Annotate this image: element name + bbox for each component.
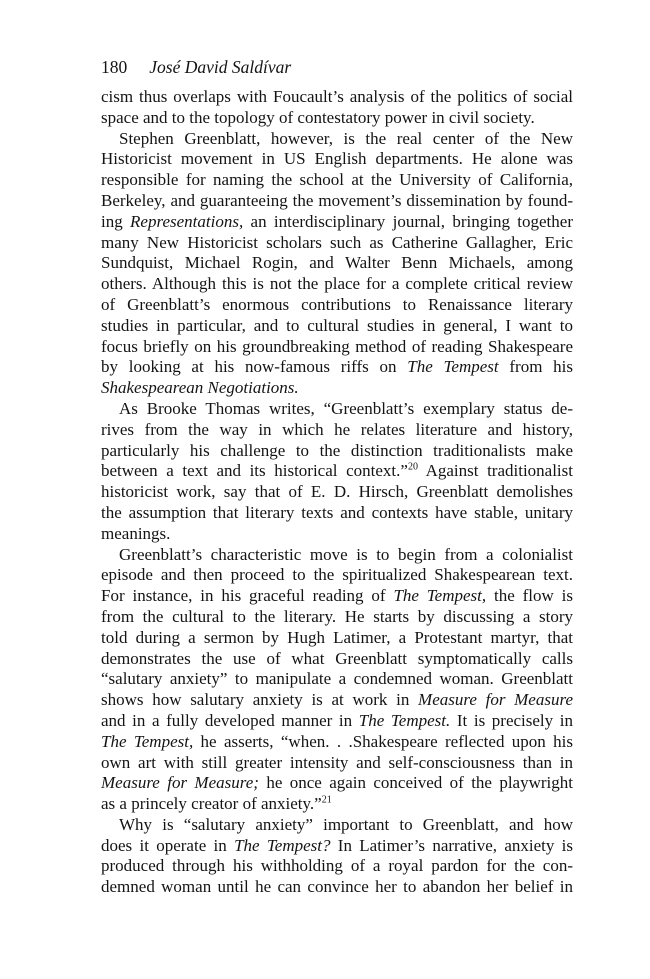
text-segment: shows how salutary anxiety is at work in bbox=[101, 690, 419, 710]
text-segment: between a text and its historical context.” bbox=[101, 461, 408, 481]
text-line bbox=[101, 773, 573, 794]
italic-text: Measure for Measure bbox=[418, 690, 574, 710]
text-segment: from his bbox=[498, 357, 573, 377]
text-line bbox=[101, 565, 573, 586]
running-header-author: José David Saldívar bbox=[149, 57, 292, 77]
text-segment: Historicist movement in US English departments. He alone was bbox=[101, 149, 573, 169]
text-line bbox=[101, 170, 573, 191]
text-line bbox=[101, 316, 573, 337]
italic-text: The Tempest, bbox=[393, 586, 487, 606]
text-segment: It is precisely in bbox=[450, 710, 573, 730]
text-line bbox=[101, 149, 573, 170]
body-text bbox=[101, 87, 573, 898]
text-segment: of Greenblatt’s enormous contributions to Renaissance literary bbox=[101, 294, 573, 314]
text-segment: responsible for naming the school at the University of California, bbox=[101, 170, 573, 190]
text-segment: by looking at his now-famous riffs on bbox=[101, 357, 408, 377]
text-segment: Against traditionalist bbox=[417, 461, 573, 481]
text-segment: In Latimer’s narrative, anxiety is bbox=[330, 835, 573, 855]
text-line bbox=[101, 357, 573, 378]
text-line bbox=[101, 836, 573, 857]
text-line bbox=[101, 545, 573, 566]
footnote-ref: 21 bbox=[321, 794, 332, 806]
text-line bbox=[101, 732, 573, 753]
text-segment: rives from the way in which he relates literature and history, bbox=[101, 419, 573, 439]
text-segment: studies in particular, and to cultural studies in general, I want to bbox=[101, 315, 573, 335]
text-segment: demonstrates the use of what Greenblatt symptomatically calls bbox=[101, 648, 573, 668]
text-line bbox=[101, 607, 573, 628]
text-line bbox=[101, 524, 573, 545]
text-line bbox=[101, 129, 573, 150]
text-segment: Why is “salutary anxiety” important to Greenblatt, and how bbox=[119, 814, 573, 834]
text-line bbox=[101, 669, 573, 690]
text-segment: the assumption that literary texts and contexts have stable, unitary bbox=[101, 502, 573, 522]
italic-text: The Tempest, bbox=[101, 731, 194, 751]
text-segment: cism thus overlaps with Foucault’s analysis of the politics of social bbox=[101, 87, 573, 106]
text-segment: Sundquist, Michael Rogin, and Walter Benn Michaels, among bbox=[101, 253, 573, 273]
text-line bbox=[101, 420, 573, 441]
text-line bbox=[101, 233, 573, 254]
text-line bbox=[101, 399, 573, 420]
text-segment: as a princely creator of anxiety.” bbox=[101, 794, 322, 814]
running-header bbox=[101, 55, 291, 79]
text-segment: the flow is bbox=[486, 586, 573, 606]
page-number: 180 bbox=[101, 57, 128, 77]
italic-text: The Tempest bbox=[407, 357, 499, 377]
text-segment: and in a fully developed manner in bbox=[101, 710, 359, 730]
text-line bbox=[101, 295, 573, 316]
text-line bbox=[101, 482, 573, 503]
text-line bbox=[101, 108, 573, 129]
text-segment: told during a sermon by Hugh Latimer, a Protestant martyr, that bbox=[101, 627, 573, 647]
text-line bbox=[101, 441, 573, 462]
text-line bbox=[101, 815, 573, 836]
text-segment: meanings. bbox=[101, 523, 171, 543]
text-segment: historicist work, say that of E. D. Hirsch, Greenblatt demolishes bbox=[101, 482, 573, 502]
footnote-ref: 20 bbox=[407, 461, 418, 473]
text-segment: space and to the topology of contestatory power in civil society. bbox=[101, 107, 535, 127]
text-segment: For instance, in his graceful reading of bbox=[101, 586, 394, 606]
text-segment: focus briefly on his groundbreaking method of reading Shakespeare bbox=[101, 336, 573, 356]
text-line bbox=[101, 191, 573, 212]
text-line bbox=[101, 87, 573, 108]
text-segment: does it operate in bbox=[101, 835, 235, 855]
text-segment: produced through his withholding of a royal pardon for the con- bbox=[101, 856, 573, 876]
italic-text: The Tempest. bbox=[358, 710, 451, 730]
text-segment: episode and then proceed to the spiritualized Shakespearean text. bbox=[101, 565, 573, 585]
text-line bbox=[101, 378, 573, 399]
text-line bbox=[101, 856, 573, 877]
text-line bbox=[101, 690, 573, 711]
text-segment: many New Historicist scholars such as Catherine Gallagher, Eric bbox=[101, 232, 573, 252]
text-segment: he asserts, “when. . .Shakespeare reflected upon his bbox=[193, 731, 573, 751]
text-line bbox=[101, 503, 573, 524]
text-segment: As Brooke Thomas writes, “Greenblatt’s exemplary status de- bbox=[119, 398, 573, 418]
text-line bbox=[101, 337, 573, 358]
text-line bbox=[101, 711, 573, 732]
text-segment: particularly his challenge to the distinction traditionalists make bbox=[101, 440, 573, 460]
text-segment: he once again conceived of the playwright bbox=[258, 773, 573, 793]
italic-text: Measure for Measure; bbox=[101, 773, 259, 793]
text-line bbox=[101, 649, 573, 670]
text-segment: demned woman until he can convince her to abandon her belief in bbox=[101, 877, 573, 897]
text-segment: own art with still greater intensity and self-consciousness than in bbox=[101, 752, 573, 772]
text-segment: “salutary anxiety” to manipulate a condemned woman. Greenblatt bbox=[101, 669, 573, 689]
text-line bbox=[101, 461, 573, 482]
text-line bbox=[101, 877, 573, 898]
text-line bbox=[101, 753, 573, 774]
italic-text: Representations, bbox=[130, 211, 244, 231]
text-segment: ing bbox=[101, 211, 131, 231]
text-segment: others. Although this is not the place for a complete critical review bbox=[101, 274, 573, 294]
italic-text: The Tempest? bbox=[234, 835, 331, 855]
text-segment: Berkeley, and guaranteeing the movement’s dissemination by found- bbox=[101, 190, 573, 210]
text-line bbox=[101, 253, 573, 274]
text-segment: from the cultural to the literary. He starts by discussing a story bbox=[101, 606, 573, 626]
text-line bbox=[101, 274, 573, 295]
italic-text: Shakespearean Negotiations. bbox=[101, 378, 299, 398]
text-line bbox=[101, 794, 573, 815]
text-segment: Greenblatt’s characteristic move is to begin from a colonialist bbox=[119, 544, 573, 564]
text-line bbox=[101, 586, 573, 607]
text-line bbox=[101, 628, 573, 649]
text-segment: Stephen Greenblatt, however, is the real center of the New bbox=[119, 128, 573, 148]
text-segment: an interdisciplinary journal, bringing together bbox=[243, 211, 573, 231]
text-line bbox=[101, 212, 573, 233]
